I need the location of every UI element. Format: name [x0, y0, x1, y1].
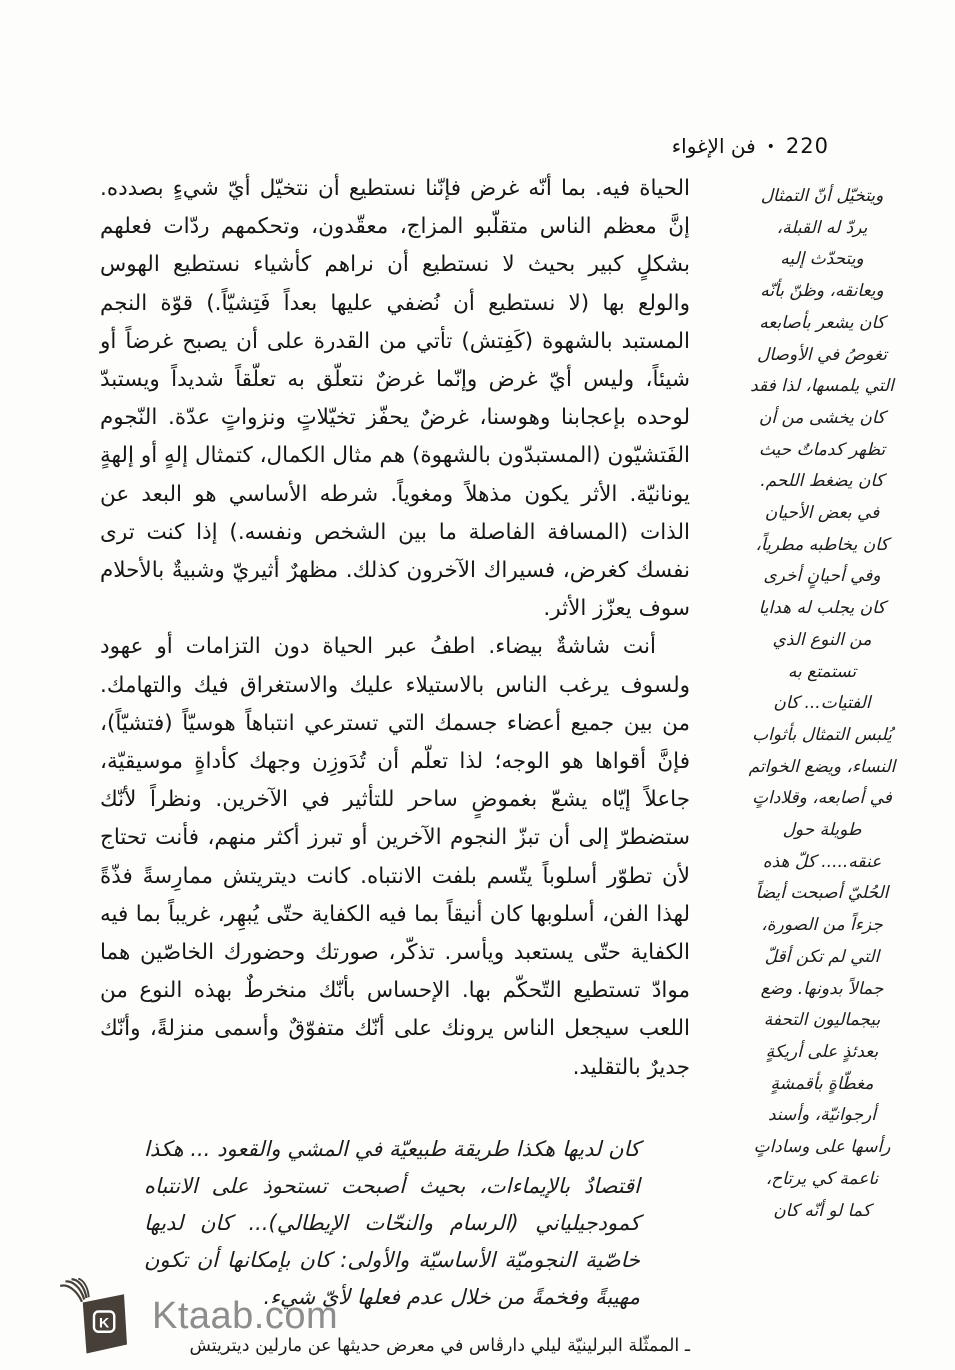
margin-note-line: يردّ له القبلة، [776, 217, 868, 238]
margin-note-line: كان يخشى من أن [758, 407, 886, 428]
margin-note-line: الحُليّ أصبحت أيضاً [755, 883, 889, 904]
margin-note-line: كان يخاطبه مطرياً، [755, 534, 889, 555]
margin-note-line: ويعانقه، وظنّ بأنّه [760, 281, 884, 302]
margin-note-line: رأسها على وساداتٍ [753, 1137, 891, 1158]
margin-note-line: أرجوانيّة، وأسند [767, 1105, 877, 1126]
margin-note-line: التي لم تكن أقلّ [764, 946, 880, 967]
margin-note-line: التي يلمسها، لذا فقد [750, 376, 894, 397]
footnote: ـ الممثّلة البرلينيّة ليلي دارڤاس في معرض حديثها عن مارلين ديتريتش [189, 1335, 690, 1356]
block-quote: كان لديها هكذا طريقة طبيعيّة في المشي والقعود ... هكذا اقتصادٌ بالإيماءات، بحيث أصبحت تستحوذ على الانتباه كمودجيلياني (الرسام والنحّات الإيطالي)... كان لديها خاصّية النجوميّة الأساسيّة والأولى: كان بإمكانها أن تكون مهيبةً وفخمةً من خلال عدم فعلها لأيّ شيء. [144, 1136, 640, 1309]
margin-note-line: ويتخيّل أنّ التمثال [760, 186, 884, 206]
margin-note-line: النساء، ويضع الخواتم [748, 756, 896, 777]
margin-note-line: وفي أحيانٍ أخرى [763, 566, 881, 587]
main-text-column [100, 170, 690, 1359]
margin-note-line: الفتيات... كان [773, 693, 871, 714]
margin-note-line: كان يضغط اللحم. [760, 471, 884, 492]
margin-note-line: من النوع الذي [772, 629, 872, 650]
body-paragraph: أنت شاشةٌ بيضاء. اطفُ عبر الحياة دون التزامات أو عهود ولسوف يرغب الناس بالاستيلاء عليك والاستغراق فيك والتهامك. من بين جميع أعضاء جسمك التي تسترعي انتباهاً هوسيّاً (فتشيّاً)، فإنَّ أقواها هو الوجه؛ لذا تعلّم أن تُدَوزِن وجهك كأداةٍ موسيقيّة، جاعلاً إيّاه يشعّ بغموضٍ ساحر للتأثير في الآخرين. ونظراً لأنّك ستضطرّ إلى أن تبزّ النجوم الآخرين أو تبرز أكثر منهم، فأنت تحتاج لأن تطوّر أسلوباً يتّسم بلفت الانتباه. كانت ديتريتش ممارِسةً فذّةً لهذا الفن، أسلوبها كان أنيقاً بما فيه الكفاية حتّى يُبهِر، غريباً بما فيه الكفاية حتّى يستعبد ويأسر. تذكّر، صورتك وحضورك الخاصّين هما موادّ تستطيع التّحكّم بها. الإحساس بأنّك منخرطٌ بهذه النوع من اللعب سيجعل الناس يرونك على أنّك متفوّقٌ وأسمى منزلةً، وأنّك جديرٌ بالتقليد. [100, 634, 690, 1080]
margin-notes-column [699, 181, 945, 1227]
margin-note-line: تظهر كدماتٌ حيث [758, 439, 886, 460]
page-number: 220 [785, 134, 829, 158]
margin-note-line: كان يجلب له هدايا [758, 598, 886, 619]
margin-note-line: في بعض الأحيان [764, 503, 880, 524]
margin-note-line: في أصابعه، وقلاداتٍ [752, 788, 892, 809]
margin-note-line: بعدئذٍ على أريكةٍ [765, 1041, 879, 1062]
footer-logo [58, 1278, 338, 1354]
bullet-separator-icon: • [766, 139, 775, 155]
margin-note-line: بيجماليون التحفة [763, 1010, 881, 1031]
margin-note-line: يُلبس التمثال بأثواب [752, 724, 892, 745]
running-head [672, 134, 829, 158]
logo-text: Ktaab.com [152, 1294, 339, 1337]
margin-note-line: عنقه..... كلّ هذه [762, 851, 882, 872]
margin-note-line: كما لو أنّه كان [773, 1200, 871, 1221]
margin-note-line: طويلة حول [782, 820, 862, 841]
margin-note-line: تستمتع به [787, 661, 857, 682]
logo-letter: K [98, 1315, 110, 1332]
book-title: فن الإغواء [671, 134, 756, 158]
margin-note-line: ناعمة كي يرتاح، [765, 1168, 879, 1189]
margin-note-line: كان يشعر بأصابعه [759, 312, 885, 333]
margin-note-line: جزءاً من الصورة، [761, 915, 883, 936]
book-logo-icon [58, 1278, 136, 1354]
margin-note-line: مغطّاةٍ بأقمشةٍ [770, 1073, 874, 1094]
margin-note-line: جمالاً بدونها. وضع [760, 978, 884, 999]
body-paragraph: الحياة فيه. بما أنّه غرض فإنّنا نستطيع أن نتخيّل أيّ شيءٍ بصدده. إنَّ معظم الناس متقلّبو المزاج، معقّدون، وتحكمهم ردّات فعلهم بشكلٍ كبير بحيث لا نستطيع أن نراهم كأشياء نستطيع الهوس والولع بها (لا نستطيع أن نُضفي عليها بعداً فَتِشيّاً.) قوّة النجم المستبد بالشهوة (كَفِتش) تأتي من القدرة على أن يصبح غرضاً أو شيئاً، وليس أيّ غرض وإنّما غرضٌ نتعلّق به تعلّقاً شديداً ويستبدّ لوحده بإعجابنا وهوسنا، غرضٌ يحفّز تخيّلاتٍ ونزواتٍ عدّة. النّجوم الفَتشيّون (المستبدّون بالشهوة) هم مثال الكمال، كتمثال إلهٍ أو إلهةٍ يونانيّة. الأثر يكون مذهلاً ومغوياً. شرطه الأساسي هو البعد عن الذات (المسافة الفاصلة ما بين الشخص ونفسه.) إذا كنت ترى نفسك كغرض، فسيراك الآخرون كذلك. مظهرٌ أثيريّ وشبيةٌ بالأحلام سوف يعزّز الأثر. [100, 176, 690, 622]
margin-note-line: تغوصُ في الأوصال [757, 344, 887, 365]
margin-note-line: ويتحدّث إليه [780, 249, 864, 270]
